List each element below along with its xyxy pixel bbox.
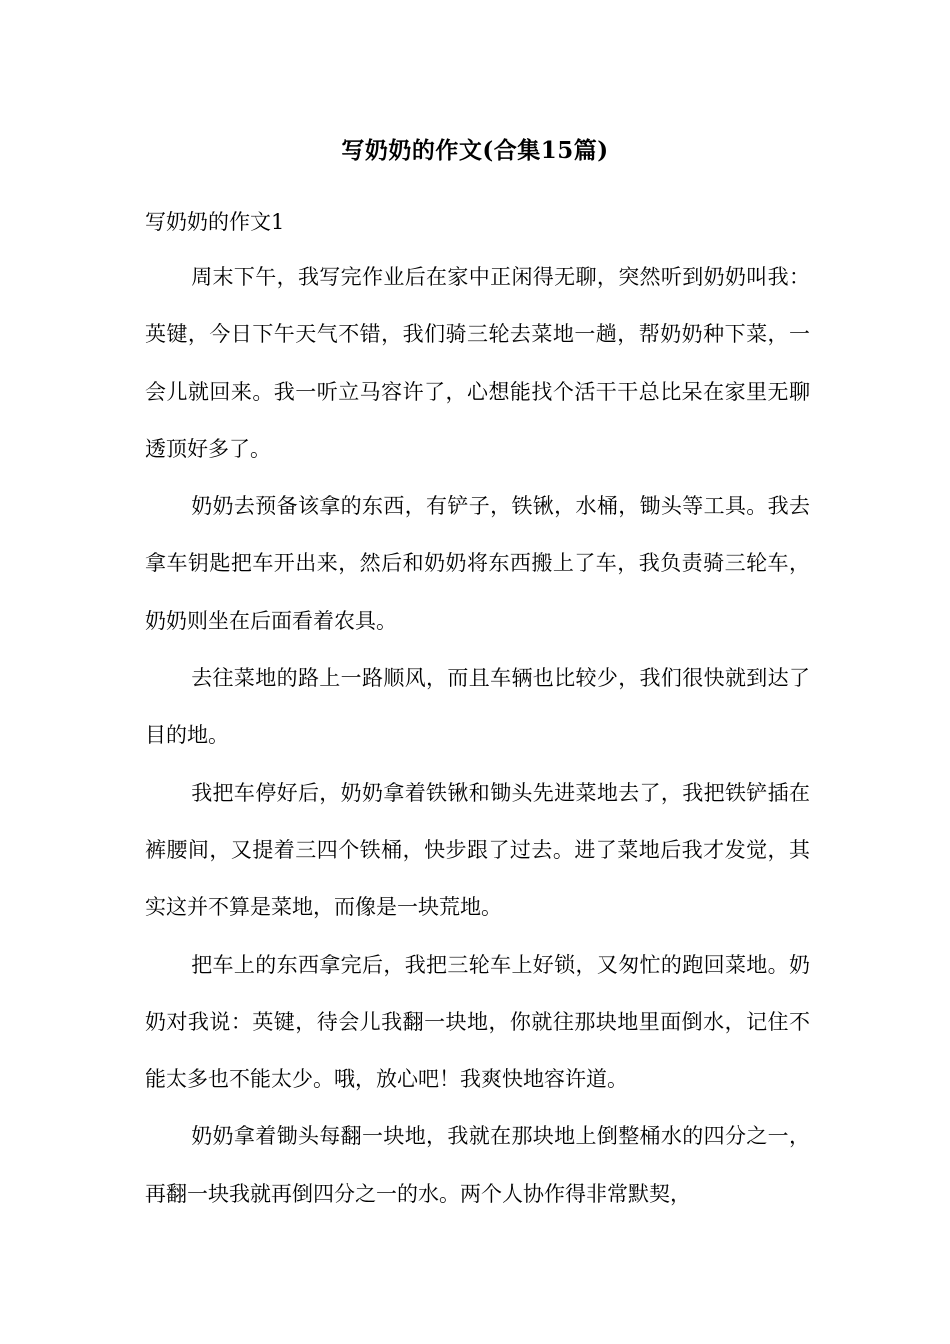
paragraph-5: 把车上的东西拿完后，我把三轮车上好锁，又匆忙的跑回菜地。奶奶对我说：英键，待会儿我翻一块地，你就往那块地里面倒水，记住不能太多也不能太少。哦，放心吧！我爽快地容许道。 [145, 952, 810, 1092]
paragraph-2: 奶奶去预备该拿的东西，有铲子，铁锹，水桶，锄头等工具。我去拿车钥匙把车开出来，然后和奶奶将东西搬上了车，我负责骑三轮车，奶奶则坐在后面看着农具。 [145, 494, 810, 633]
section-heading: 写奶奶的作文1 [145, 210, 285, 234]
paragraph-1: 周末下午，我写完作业后在家中正闲得无聊，突然听到奶奶叫我：英键，今日下午天气不错，我们骑三轮去菜地一趟，帮奶奶种下菜，一会儿就回来。我一听立马容许了，心想能找个活干干总比呆在家里无聊透顶好多了。 [145, 265, 810, 461]
paragraph-3: 去往菜地的路上一路顺风，而且车辆也比较少，我们很快就到达了目的地。 [145, 666, 810, 748]
essay-body [145, 249, 810, 1223]
document-title: 写奶奶的作文(合集15篇) [341, 137, 609, 164]
paragraph-6: 奶奶拿着锄头每翻一块地，我就在那块地上倒整桶水的四分之一，再翻一块我就再倒四分之一的水。两个人协作得非常默契， [145, 1124, 810, 1206]
paragraph-4: 我把车停好后，奶奶拿着铁锹和锄头先进菜地去了，我把铁铲插在裤腰间，又提着三四个铁桶，快步跟了过去。进了菜地后我才发觉，其实这并不算是菜地，而像是一块荒地。 [145, 780, 810, 920]
